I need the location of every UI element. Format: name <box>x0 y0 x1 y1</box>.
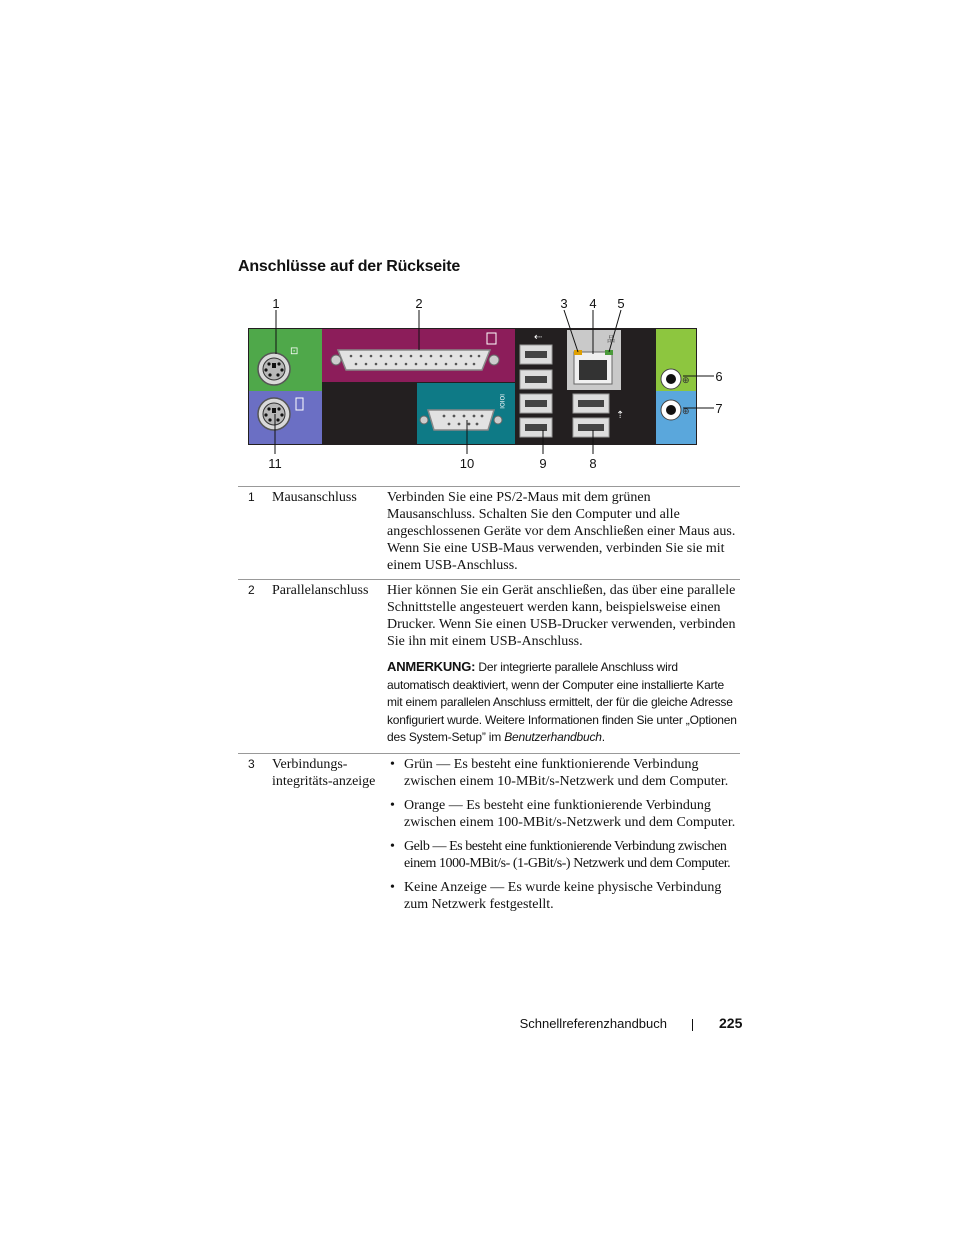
row-description-text: Hier können Sie ein Gerät anschließen, das über eine parallele Schnittstelle angesteuert werden kann, beispielsweise einen Drucker. Wenn Sie einen USB-Drucker verwenden, verbinden Sie ihn mit einem USB-Anschluss. <box>387 583 736 649</box>
usb-icon <box>534 332 543 343</box>
callout-8: 8 <box>589 456 597 471</box>
row-description: Verbinden Sie eine PS/2-Maus mit dem grünen Mausanschluss. Schalten Sie den Computer und alle angeschlossenen Geräte vor dem Anschließen einer Maus aus. Wenn Sie eine USB-Maus verwenden, verbinden Sie sie mit einem USB-Anschluss. <box>387 490 736 573</box>
row-description <box>387 582 740 747</box>
rear-panel-diagram <box>238 290 740 480</box>
status-list <box>387 756 740 913</box>
row-number: 1 <box>248 490 255 504</box>
list-item: • Grün — Es besteht eine funktionierende Verbindung zwischen einem 10-MBit/s-Netzwerk und dem Computer. <box>390 756 729 789</box>
serial-port-icon <box>428 410 494 430</box>
row-name: Parallelanschluss <box>272 583 369 598</box>
svg-text:⊕: ⊕ <box>682 407 690 417</box>
callout-7: 7 <box>715 401 723 416</box>
footer-title: Schnellreferenzhandbuch <box>519 1016 667 1031</box>
row-number: 3 <box>248 756 255 771</box>
callout-2: 2 <box>415 296 423 311</box>
svg-text:⇠: ⇠ <box>534 332 543 343</box>
row-name: Verbindungs-integritäts-anzeige <box>272 756 376 789</box>
connector-table <box>238 486 740 926</box>
row-number: 2 <box>248 583 255 597</box>
network-symbol-icon: 品 <box>607 335 615 344</box>
callout-1: 1 <box>272 296 280 311</box>
note-end: . <box>601 730 605 744</box>
connector-panel-illustration <box>238 290 740 480</box>
note-box <box>387 658 740 747</box>
table-row <box>238 487 740 580</box>
callout-4: 4 <box>589 296 597 311</box>
callout-11: 11 <box>268 456 282 471</box>
svg-text:⊕: ⊕ <box>682 376 690 386</box>
table-row <box>238 580 740 754</box>
table-row <box>238 754 740 926</box>
parallel-port-icon <box>338 350 490 370</box>
list-item: • Orange — Es besteht eine funktionierende Verbindung zwischen einem 100-MBit/s-Netzwerk und dem Computer. <box>390 797 736 830</box>
callout-6: 6 <box>715 369 723 384</box>
row-description <box>387 756 740 913</box>
note-italic: Benutzerhandbuch <box>504 730 602 744</box>
callout-5: 5 <box>617 296 625 311</box>
footer-separator <box>692 1019 693 1031</box>
page-number: 225 <box>719 1015 743 1031</box>
row-name: Mausanschluss <box>272 490 357 505</box>
mouse-symbol-icon: ⊡ <box>290 346 299 357</box>
note-text: Der integrierte parallele Anschluss wird automatisch deaktiviert, wenn der Computer eine installierte Karte mit einem parallelen Anschluss ermittelt, der für die gleiche Adresse konfiguriert wurde. Weitere Informationen finden Sie unter „Optionen des System-Setup” im <box>387 660 737 744</box>
list-item: • Keine Anzeige — Es wurde keine physische Verbindung zum Netzwerk festgestellt. <box>390 879 722 912</box>
note-label: ANMERKUNG: <box>387 659 476 674</box>
list-item: • Gelb — Es besteht eine funktionierende Verbindung zwischen einem 1000-MBit/s- (1-GBit/s-) Netzwerk und dem Computer. <box>390 838 731 871</box>
callout-3: 3 <box>560 296 568 311</box>
usb-symbol-icon: ⇡ <box>616 410 625 421</box>
serial-symbol-icon: IOIOI <box>498 394 505 409</box>
section-heading: Anschlüsse auf der Rückseite <box>238 258 461 275</box>
callout-10: 10 <box>459 456 475 471</box>
callout-9: 9 <box>539 456 547 471</box>
